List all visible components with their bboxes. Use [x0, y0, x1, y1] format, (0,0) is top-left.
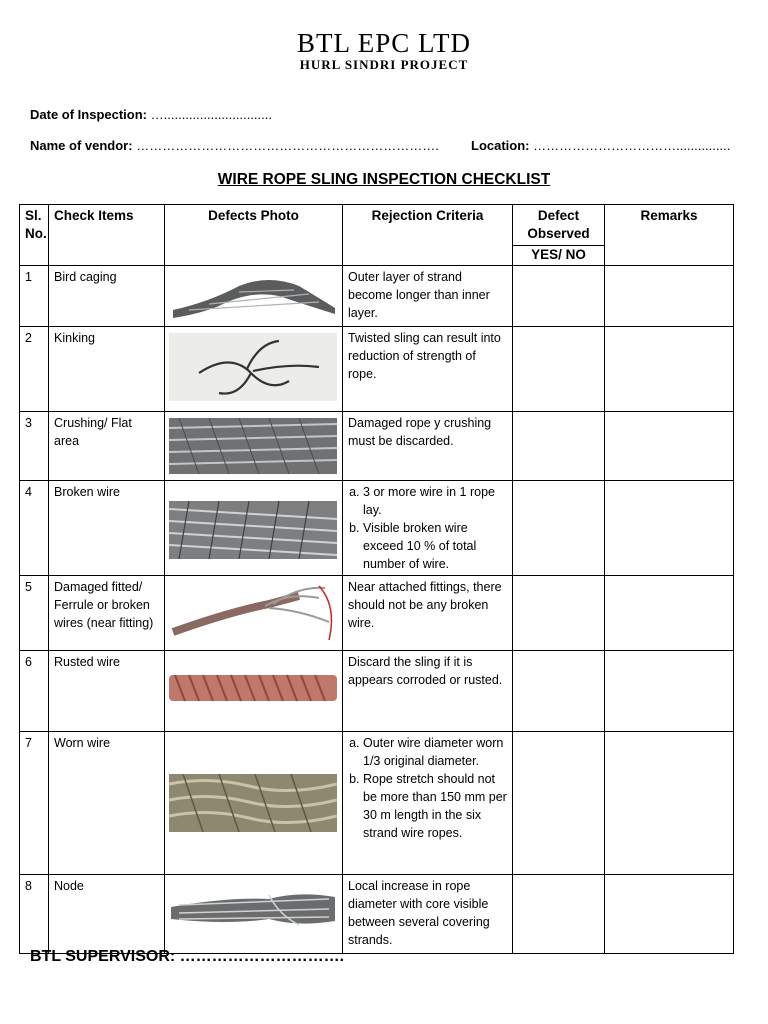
defect-observed-cell[interactable]	[513, 412, 605, 481]
criteria-a: a. Outer wire diameter worn 1/3 original diameter.	[363, 734, 507, 770]
table-row	[20, 266, 734, 327]
defect-photo	[165, 412, 343, 481]
inspection-table	[19, 204, 734, 954]
rusted-wire-photo	[169, 673, 337, 703]
supervisor-label: BTL SUPERVISOR:	[30, 948, 176, 965]
defects-photo-header: Defects Photo	[165, 205, 343, 266]
check-item: Broken wire	[49, 481, 165, 576]
check-item: Node	[49, 875, 165, 954]
check-item: Rusted wire	[49, 651, 165, 732]
remarks-cell[interactable]	[605, 266, 734, 327]
check-item: Damaged fitted/ Ferrule or broken wires (near fitting)	[49, 576, 165, 651]
location-value[interactable]: ……………………………...............	[533, 138, 731, 153]
damaged-fitting-photo	[169, 582, 337, 644]
remarks-cell[interactable]	[605, 875, 734, 954]
vendor-label: Name of vendor:	[30, 138, 133, 153]
vendor-value[interactable]: …………………………………………………………….	[136, 138, 439, 153]
rejection-criteria: Damaged rope y crushing must be discarded.	[343, 412, 513, 481]
table-row	[20, 412, 734, 481]
rejection-criteria	[343, 732, 513, 875]
check-item: Bird caging	[49, 266, 165, 327]
row-number: 3	[20, 412, 49, 481]
defect-photo	[165, 327, 343, 412]
defect-photo	[165, 732, 343, 875]
remarks-cell[interactable]	[605, 651, 734, 732]
rejection-criteria	[343, 481, 513, 576]
defect-observed-cell[interactable]	[513, 327, 605, 412]
yes-no-header: YES/ NO	[513, 246, 605, 266]
broken-wire-photo	[169, 501, 337, 559]
defect-photo	[165, 576, 343, 651]
defect-photo	[165, 481, 343, 576]
row-number: 6	[20, 651, 49, 732]
defect-observed-cell[interactable]	[513, 576, 605, 651]
defect-photo	[165, 651, 343, 732]
check-item: Worn wire	[49, 732, 165, 875]
date-value[interactable]: …..............................	[150, 107, 272, 122]
rejection-criteria: Near attached fittings, there should not be any broken wire.	[343, 576, 513, 651]
project-name: HURL SINDRI PROJECT	[299, 57, 469, 72]
supervisor-value[interactable]: ………………………….	[179, 948, 345, 965]
defect-observed-cell[interactable]	[513, 732, 605, 875]
table-row	[20, 327, 734, 412]
defect-observed-cell[interactable]	[513, 266, 605, 327]
row-number: 8	[20, 875, 49, 954]
criteria-b: b. Rope stretch should not be more than 150 mm per 30 m length in the six strand wire ropes.	[363, 770, 507, 842]
location-label: Location:	[471, 138, 530, 153]
worn-wire-photo	[169, 774, 337, 832]
remarks-cell[interactable]	[605, 481, 734, 576]
rejection-criteria-header: Rejection Criteria	[343, 205, 513, 266]
table-row	[20, 732, 734, 875]
location-field	[471, 138, 730, 153]
node-photo	[169, 885, 337, 935]
check-item: Kinking	[49, 327, 165, 412]
defect-observed-header: Defect Observed	[513, 205, 605, 246]
remarks-cell[interactable]	[605, 732, 734, 875]
remarks-header: Remarks	[605, 205, 734, 266]
crushing-photo	[169, 418, 337, 474]
criteria-b: b. Visible broken wire exceed 10 % of total number of wire.	[363, 519, 507, 573]
criteria-a: a. 3 or more wire in 1 rope lay.	[363, 483, 507, 519]
rejection-criteria: Discard the sling if it is appears corroded or rusted.	[343, 651, 513, 732]
date-of-inspection-field	[30, 107, 272, 122]
checklist-title: WIRE ROPE SLING INSPECTION CHECKLIST	[217, 171, 551, 188]
bird-caging-photo	[169, 272, 337, 320]
row-number: 4	[20, 481, 49, 576]
defect-photo	[165, 875, 343, 954]
row-number: 2	[20, 327, 49, 412]
table-row	[20, 576, 734, 651]
remarks-cell[interactable]	[605, 412, 734, 481]
defect-observed-cell[interactable]	[513, 481, 605, 576]
rejection-criteria: Outer layer of strand become longer than inner layer.	[343, 266, 513, 327]
company-name: BTL EPC LTD	[296, 28, 471, 58]
rejection-criteria: Local increase in rope diameter with core visible between several covering strands.	[343, 875, 513, 954]
defect-observed-cell[interactable]	[513, 651, 605, 732]
date-label: Date of Inspection:	[30, 107, 148, 122]
kinking-photo	[169, 333, 337, 401]
remarks-cell[interactable]	[605, 327, 734, 412]
header-row	[20, 205, 734, 246]
table-row	[20, 875, 734, 954]
table-row	[20, 651, 734, 732]
row-number: 5	[20, 576, 49, 651]
sl-no-header: Sl. No.	[20, 205, 49, 266]
defect-observed-cell[interactable]	[513, 875, 605, 954]
check-item: Crushing/ Flat area	[49, 412, 165, 481]
supervisor-field	[30, 948, 344, 966]
row-number: 1	[20, 266, 49, 327]
table-row	[20, 481, 734, 576]
check-items-header: Check Items	[49, 205, 165, 266]
row-number: 7	[20, 732, 49, 875]
vendor-field	[30, 138, 439, 153]
rejection-criteria: Twisted sling can result into reduction of strength of rope.	[343, 327, 513, 412]
remarks-cell[interactable]	[605, 576, 734, 651]
defect-photo	[165, 266, 343, 327]
